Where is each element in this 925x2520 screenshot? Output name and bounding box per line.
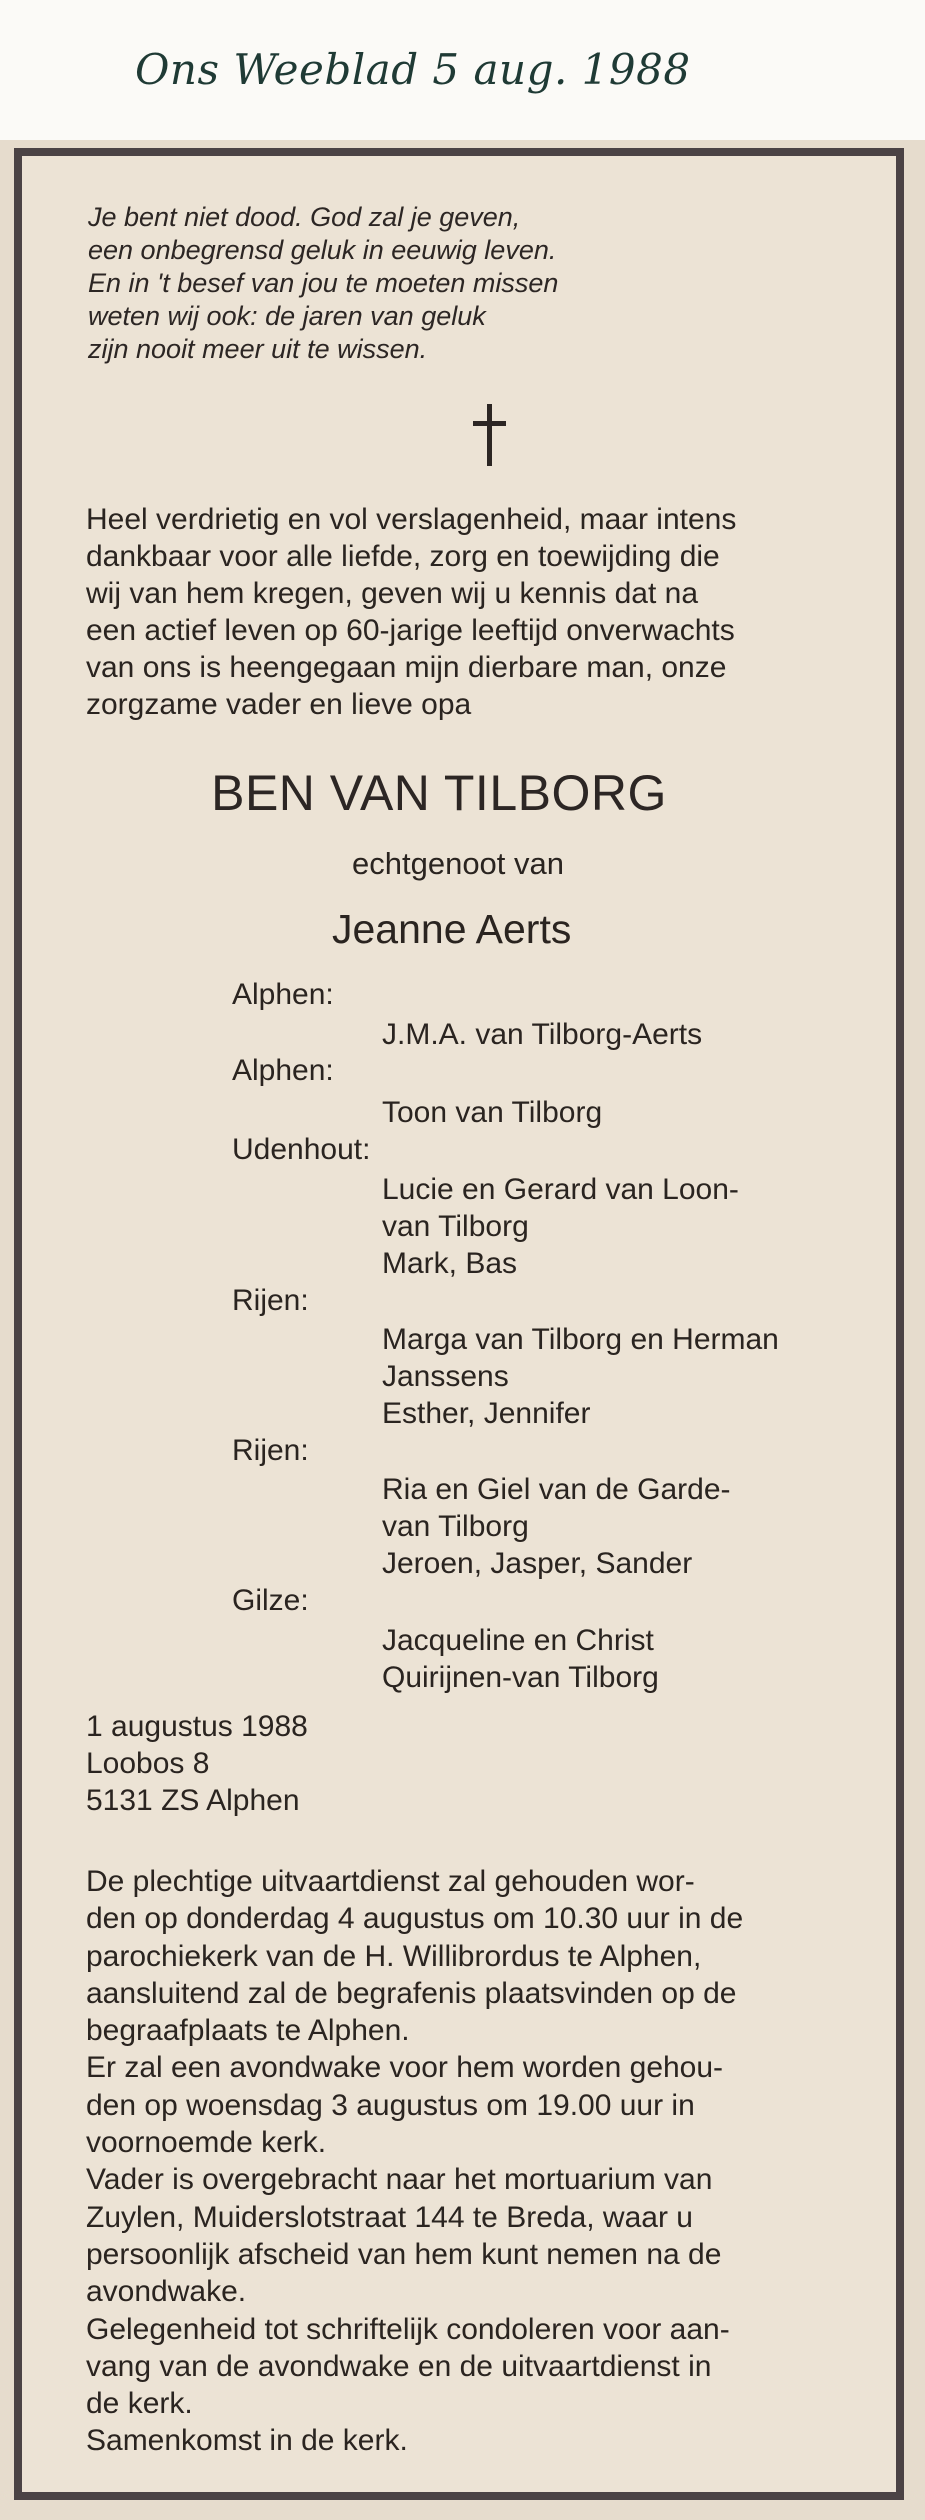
body-line: persoonlijk afscheid van hem kunt nemen na de	[86, 2237, 722, 2271]
body-line: De plechtige uitvaartdienst zal gehouden wor-	[86, 1865, 695, 1898]
poem-line: Je bent niet dood. God zal je geven,	[88, 202, 521, 232]
family-place: Rijen:	[232, 1284, 309, 1317]
intro-line: dankbaar voor alle liefde, zorg en toewijding die	[86, 540, 720, 573]
body-line: Er zal een avondwake voor hem worden gehou-	[86, 2051, 724, 2085]
family-place: Alphen:	[232, 1054, 334, 1087]
address-street: Loobos 8	[86, 1747, 210, 1780]
poem-line: En in 't besef van jou te moeten missen	[88, 268, 559, 298]
body-line: den op woensdag 3 augustus om 19.00 uur in	[86, 2088, 695, 2122]
poem-line: zijn nooit meer uit te wissen.	[88, 334, 428, 364]
body-line: de kerk.	[86, 2387, 193, 2421]
family-member: Toon van Tilborg	[382, 1096, 603, 1129]
intro-text	[86, 501, 886, 723]
family-place: Gilze:	[232, 1584, 309, 1617]
intro-line: een actief leven op 60-jarige leeftijd onverwachts	[86, 614, 735, 647]
family-member: Esther, Jennifer	[382, 1397, 591, 1430]
family-member: Mark, Bas	[382, 1247, 518, 1280]
spouse-label: echtgenoot van	[352, 846, 565, 881]
body-line: voornoemde kerk.	[86, 2126, 327, 2160]
handwritten-annotation: Ons Weeblad 5 aug. 1988	[135, 45, 691, 94]
family-member: Ria en Giel van de Garde-	[382, 1473, 731, 1506]
deceased-name-row	[22, 764, 896, 822]
family-member: Lucie en Gerard van Loon-	[382, 1173, 739, 1206]
family-place: Alphen:	[232, 978, 334, 1011]
family-member: van Tilborg	[382, 1210, 529, 1243]
family-member: van Tilborg	[382, 1510, 529, 1543]
cross-icon	[470, 404, 510, 466]
family-member: Marga van Tilborg en Herman	[382, 1323, 779, 1356]
body-line: avondwake.	[86, 2275, 247, 2309]
family-member: Janssens	[382, 1360, 509, 1393]
family-member: J.M.A. van Tilborg-Aerts	[382, 1018, 703, 1051]
poem-line: weten wij ook: de jaren van geluk	[88, 301, 486, 331]
notice-date: 1 augustus 1988	[86, 1710, 308, 1743]
body-line: parochiekerk van de H. Willibrordus te Alphen,	[86, 1939, 702, 1973]
obituary-card	[14, 148, 904, 2500]
body-line: begraafplaats te Alphen.	[86, 2014, 410, 2048]
intro-line: wij van hem kregen, geven wij u kennis dat na	[86, 577, 699, 610]
date-address	[86, 1708, 308, 1819]
body-line: den op donderdag 4 augustus om 10.30 uur in de	[86, 1902, 744, 1936]
body-line: Samenkomst in de kerk.	[86, 2424, 408, 2458]
poem-line: een onbegrensd geluk in eeuwig leven.	[88, 235, 557, 265]
deceased-name: BEN VAN TILBORG	[211, 765, 667, 821]
family-member: Jeroen, Jasper, Sander	[382, 1547, 693, 1580]
intro-line: Heel verdrietig en vol verslagenheid, maar intens	[86, 503, 737, 536]
poem	[88, 201, 558, 366]
intro-line: zorgzame vader en lieve opa	[86, 688, 472, 721]
spouse-name: Jeanne Aerts	[332, 906, 572, 952]
address-city: 5131 ZS Alphen	[86, 1784, 300, 1817]
family-member: Jacqueline en Christ	[382, 1624, 654, 1657]
family-place: Udenhout:	[232, 1133, 371, 1166]
body-line: Gelegenheid tot schriftelijk condoleren voor aan-	[86, 2312, 730, 2346]
intro-line: van ons is heengegaan mijn dierbare man, onze	[86, 651, 727, 684]
body-line: vang van de avondwake en de uitvaartdienst in	[86, 2349, 712, 2383]
family-place: Rijen:	[232, 1434, 309, 1467]
body-line: aansluitend zal de begrafenis plaatsvinden op de	[86, 1976, 737, 2010]
family-member: Quirijnen-van Tilborg	[382, 1661, 659, 1694]
funeral-details	[86, 1863, 906, 2460]
body-line: Vader is overgebracht naar het mortuarium van	[86, 2163, 713, 2197]
body-line: Zuylen, Muiderslotstraat 144 te Breda, waar u	[86, 2200, 693, 2234]
